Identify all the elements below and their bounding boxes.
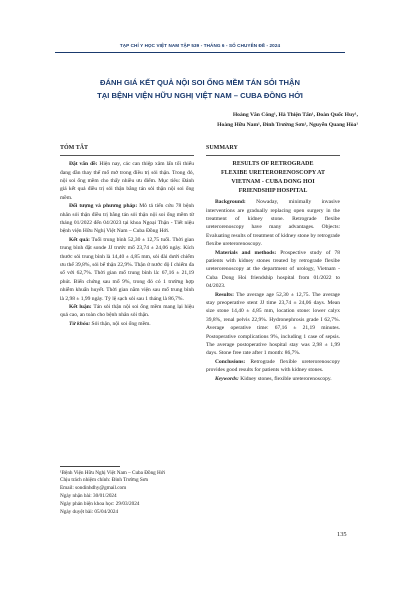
abstract-methods-label: Đối tượng và phương pháp: [69, 203, 138, 210]
summary-title-line-3: VIETNAM - CUBA DONG HOI [231, 179, 315, 186]
summary-conclusions-label: Conclusions: [215, 358, 246, 365]
summary-keywords-text: Kidney stones, flexible ureterorenoscopy. [238, 375, 332, 382]
abstract-background-text: Hiện nay, các can thiệp xâm lấn tối thiểu đang dần thay thế mổ mở trong điều trị sỏi thận. Trong đó, nội soi ống mềm cho thấy nhiều ưu điểm. Mục tiêu: Đánh giá kết quả điều trị sỏi thận bằng tán sỏi thận nội soi ống mềm. [60, 161, 194, 201]
abstract-methods-text: Mô tả tiến cứu 78 bệnh nhân sỏi thận điều trị bằng tán sỏi thận nội soi ống mềm từ tháng 01/2022 đến 04/2023 tại khoa Ngoại Thận - Tiết niệu bệnh viện Hữu Nghị Việt Nam – Cuba Đồng Hới. [60, 203, 194, 235]
summary-results [206, 291, 340, 358]
summary-keywords [206, 375, 340, 383]
summary-background [206, 198, 340, 248]
author-list [160, 110, 358, 130]
summary-title-line-4: FRIENDSHIP HOSPITAL [238, 188, 308, 195]
abstract-keywords-label: Từ khóa: [69, 320, 91, 327]
summary-title-line-2: FLEXIBE URETERORENOSCOPY AT [220, 170, 326, 177]
summary-heading: SUMMARY [206, 145, 238, 151]
summary-background-label: Background: [215, 199, 246, 206]
footnotes [60, 466, 194, 516]
summary-methods-text: Prospective study of 78 patients with kidney stones treated by retrograde flexibe ureterorenoscopy at the department of urology, Vietnam - Cuba Dong Hoi friendship hospital from 01/2022 to 04/2023. [206, 249, 340, 290]
footnote-accepted-date: Ngày duyệt bài: 05/04/2024 [60, 508, 119, 515]
footnote-received-date: Ngày nhận bài: 30/01/2024 [60, 492, 117, 499]
abstract-heading: TÓM TẮT [60, 145, 89, 151]
authors-line-1: Hoàng Văn Công¹, Hà Thiện Tấn¹, Đoàn Quốc Huy¹, [232, 112, 358, 118]
abstract-results [60, 236, 194, 303]
footnote-corresponding-author: Chịu trách nhiệm chính: Đinh Trường Sơn [60, 477, 149, 484]
abstract-results-text: Tuổi trung bình 52,30 ± 12,75 tuổi. Thời gian trung bình đặt sonde JJ trước mổ 23,74 ± 24,06 ngày. Kích thước sỏi trung bình là 14,40 ± 4,85 mm, sỏi đài dưới chiếm ưu thế 39,8%, sỏi bể thận 22,9%. Thận ứ nước độ I chiếm đa số với 62,7%. Thời gian mổ trung bình là: 67,16 ± 21,19 phút. Biến chứng sau mổ 9%, trong đó có 1 trường hợp nhiễm khuẩn huyết. Thời gian nằm viện sau mổ trung bình là 2,98 ± 1,99 ngày. Tỷ lệ sạch sỏi sau 1 tháng là 86,7%. [60, 236, 194, 302]
summary-keywords-label: Keywords: [215, 375, 239, 382]
title-line-2: TẠI BỆNH VIỆN HỮU NGHỊ VIỆT NAM – CUBA ĐỒNG HỚI [97, 91, 303, 100]
page-number: 135 [337, 531, 347, 538]
article-title [40, 76, 360, 102]
title-line-1: ĐÁNH GIÁ KẾT QUẢ NỘI SOI ỐNG MỀM TÁN SỎI THẬN [100, 78, 300, 87]
summary-results-label: Results: [215, 291, 234, 298]
summary-title-line-1: RESULTS OF RETROGRADE [232, 161, 314, 168]
footnote-email: Email: sondinhdhy@gmail.com [60, 485, 127, 492]
authors-line-2: Hoàng Hữu Nam¹, Đinh Trường Sơn¹, Nguyễn Quang Hòa¹ [217, 122, 358, 128]
abstract-divider [60, 155, 194, 156]
summary-conclusions [206, 358, 340, 375]
abstract-keywords [60, 320, 194, 328]
summary-title [206, 160, 340, 196]
footnote-divider [60, 466, 120, 467]
vietnamese-abstract [60, 144, 194, 328]
abstract-background [60, 160, 194, 202]
abstract-conclusion-label: Kết luận: [69, 304, 92, 310]
abstract-conclusion-text: Tán sỏi thận nội soi ống mềm mang lại hiệu quả cao, an toàn cho bệnh nhân sỏi thận. [60, 304, 195, 319]
summary-background-text: Nowaday, minimally invasive interventions are gradually replacing open surgery in the treatment of kidney stone. Retrograde flexibe ureterorenoscopy have many advantages. Objects: Evaluating results of treatment of kidney stone by retrograde flexibe ureterorenoscopy. [206, 199, 340, 248]
abstract-conclusion [60, 303, 194, 320]
english-summary [206, 144, 340, 383]
abstract-keywords-text: Sỏi thận, nội soi ống mềm. [90, 320, 151, 327]
header-divider [55, 52, 345, 53]
abstract-background-label: Đặt vấn đề: [69, 161, 98, 168]
summary-methods-label: Materials and methods: [215, 249, 277, 256]
journal-header: TẠP CHÍ Y HỌC VIỆT NAM TẬP 539 - THÁNG 6 - SỐ CHUYÊN ĐỀ - 2024 [119, 43, 281, 48]
abstract-results-label: Kết quả: [69, 236, 90, 243]
abstract-methods [60, 202, 194, 236]
summary-divider [206, 155, 340, 156]
footnote-review-date: Ngày phản biện khoa học: 29/03/2024 [60, 500, 140, 507]
summary-methods [206, 249, 340, 291]
footnote-affiliation: ¹Bệnh Viện Hữu Nghị Việt Nam – Cuba Đồng Hới [60, 469, 165, 476]
summary-results-text: The average age 52,30 ± 12,75. The average stay preoperative stent JJ time 23,74 ± 24,06 days. Mean size stone 14,40 ± 4,85 mm, location stone: lower calyx 39,8%, renal pelvis 22,9%. Hydronephrosis grade I 62,7%. Average operative time: 67,16 ± 21,19 minutes. Postoperative complications 9%, including 1 case of sepsis. The average postoperative hospital stay was 2,98 ± 1,99 days. Stone free rate after 1 month: 86,7%. [206, 291, 340, 357]
summary-conclusions-text: Retrograde flexible ureterorenoscopy provides good results for patients with kidney stones. [206, 358, 340, 374]
